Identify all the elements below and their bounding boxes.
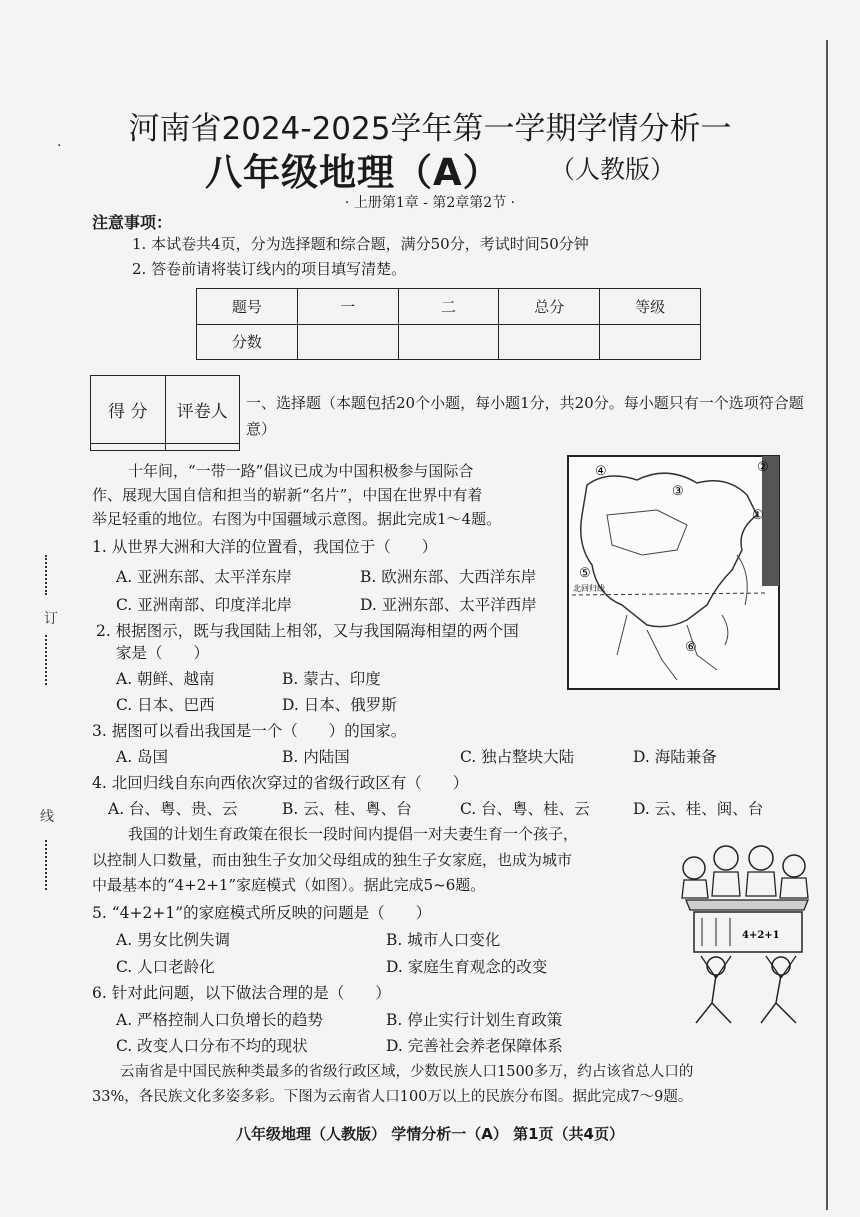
option-d[interactable]: D. 亚洲东部、太平洋西岸: [360, 596, 537, 614]
china-territory-map: [567, 455, 780, 690]
margin-dot: ·: [57, 138, 62, 154]
score-cell[interactable]: [499, 324, 600, 360]
passage3-line: 云南省是中国民族种类最多的省级行政区域，少数民族人口1500多万，约占该省总人口的: [120, 1064, 694, 1080]
page-edge-line: [826, 40, 828, 1210]
passage2-line: 以控制人口数量，而由独生子女加父母组成的独生子女家庭，也成为城市: [92, 851, 573, 869]
score-header: 一: [297, 289, 398, 325]
map-label: 北回归线: [573, 584, 605, 593]
option-c[interactable]: C. 改变人口分布不均的现状: [116, 1037, 308, 1055]
question-stem: 1. 从世界大洲和大洋的位置看，我国位于（ ）: [92, 538, 438, 556]
notice-item: 2. 答卷前请将装订线内的项目填写清楚。: [132, 260, 407, 278]
page-footer: 八年级地理（人教版） 学情分析一（A） 第1页（共4页）: [236, 1125, 624, 1143]
option-c[interactable]: C. 独占整块大陆: [460, 748, 575, 766]
option-b[interactable]: B. 蒙古、印度: [282, 670, 381, 688]
passage2-line: 我国的计划生育政策在很长一段时间内提倡一对夫妻生育一个孩子，: [128, 825, 579, 843]
option-a[interactable]: A. 严格控制人口负增长的趋势: [116, 1011, 324, 1029]
map-label: ④: [595, 464, 607, 479]
passage1-line: 举足轻重的地位。右图为中国疆域示意图。据此完成1～4题。: [92, 510, 502, 528]
section1-heading: 一、选择题（本题包括20个小题，每小题1分，共20分。每小题只有一个选项符合题意）: [246, 394, 804, 438]
option-a[interactable]: A. 亚洲东部、太平洋东岸: [116, 568, 293, 586]
notice-heading: 注意事项：: [92, 213, 173, 232]
score-cell[interactable]: [600, 324, 701, 360]
subject-title: 八年级地理（A）: [205, 151, 501, 194]
option-b[interactable]: B. 欧洲东部、大西洋东岸: [360, 568, 537, 586]
binding-dots: [45, 635, 49, 685]
score-header: 等级: [600, 289, 701, 325]
map-label: ①: [752, 508, 764, 523]
option-a[interactable]: A. 台、粤、贵、云: [108, 800, 238, 818]
grader-box: [90, 375, 240, 451]
question-stem: 2. 根据图示，既与我国陆上相邻，又与我国隔海相望的两个国: [96, 622, 519, 640]
option-d[interactable]: D. 日本、俄罗斯: [282, 696, 397, 714]
score-header: 二: [398, 289, 499, 325]
family-cartoon-image: [676, 838, 816, 1028]
binding-char-ding: 订: [44, 611, 58, 627]
score-label: 得 分: [91, 376, 166, 444]
option-b[interactable]: B. 云、桂、粤、台: [282, 800, 412, 818]
option-d[interactable]: D. 家庭生育观念的改变: [386, 958, 548, 976]
option-d[interactable]: D. 云、桂、闽、台: [633, 800, 764, 818]
exam-scope: · 上册第1章 - 第2章第2节 ·: [344, 195, 516, 211]
score-header: 总分: [499, 289, 600, 325]
edition-label: （人教版）: [550, 155, 676, 184]
question-stem: 6. 针对此问题，以下做法合理的是（ ）: [92, 984, 391, 1002]
grader-label: 评卷人: [165, 376, 240, 444]
passage1-line: 作、展现大国自信和担当的崭新“名片”，中国在世界中有着: [92, 486, 483, 504]
question-stem: 4. 北回归线自东向西依次穿过的省级行政区有（ ）: [92, 774, 469, 792]
binding-dots: [45, 555, 49, 595]
option-c[interactable]: C. 台、粤、桂、云: [460, 800, 590, 818]
passage2-line: 中最基本的“4+2+1”家庭模式（如图）。据此完成5~6题。: [92, 876, 486, 894]
exam-title: 河南省2024-2025学年第一学期学情分析一: [128, 111, 732, 147]
passage3-line: 33%，各民族文化多姿多彩。下图为云南省人口100万以上的民族分布图。据此完成7～9题。: [92, 1089, 693, 1105]
option-a[interactable]: A. 岛国: [116, 748, 169, 766]
question-stem: 5. “4+2+1”的家庭模式所反映的问题是（ ）: [92, 904, 432, 922]
score-row-label: 分数: [197, 324, 298, 360]
option-c[interactable]: C. 日本、巴西: [116, 696, 215, 714]
score-table: [196, 288, 701, 360]
option-c[interactable]: C. 亚洲南部、印度洋北岸: [116, 596, 293, 614]
passage1-line: 十年间，“一带一路”倡议已成为中国积极参与国际合: [128, 462, 474, 480]
notice-item: 1. 本试卷共4页，分为选择题和综合题，满分50分，考试时间50分钟: [132, 235, 589, 253]
map-label: ②: [757, 460, 769, 475]
map-label: ③: [672, 484, 684, 499]
option-b[interactable]: B. 城市人口变化: [386, 931, 501, 949]
cartoon-label: 4+2+1: [742, 930, 780, 941]
binding-dots: [45, 840, 49, 890]
score-header: 题号: [197, 289, 298, 325]
option-b[interactable]: B. 停止实行计划生育政策: [386, 1011, 563, 1029]
question-stem: 3. 据图可以看出我国是一个（ ）的国家。: [92, 722, 407, 740]
option-a[interactable]: A. 朝鲜、越南: [116, 670, 215, 688]
score-cell[interactable]: [398, 324, 499, 360]
option-a[interactable]: A. 男女比例失调: [116, 931, 231, 949]
option-d[interactable]: D. 完善社会养老保障体系: [386, 1037, 563, 1055]
score-entry-cell[interactable]: [91, 443, 166, 450]
score-cell[interactable]: [297, 324, 398, 360]
option-d[interactable]: D. 海陆兼备: [633, 748, 717, 766]
option-b[interactable]: B. 内陆国: [282, 748, 350, 766]
map-label: ⑤: [579, 566, 591, 581]
question-stem-cont: 家是（ ）: [116, 644, 210, 662]
option-c[interactable]: C. 人口老龄化: [116, 958, 215, 976]
binding-char-xian: 线: [40, 809, 54, 825]
map-label: ⑥: [685, 640, 697, 655]
grader-entry-cell[interactable]: [165, 443, 240, 450]
